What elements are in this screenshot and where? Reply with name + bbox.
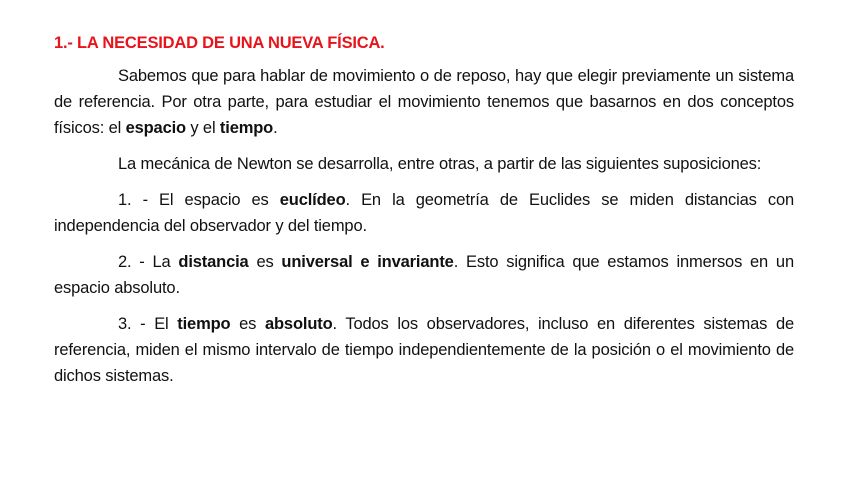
bold-term-absoluto: absoluto [264,315,333,333]
text-run: 3. - El [118,315,178,333]
bold-term-universal: universal e invariante [281,253,454,271]
bold-term-euclideo: euclídeo [279,191,346,209]
text-run: . Todos los observadores, incluso en diferentes sistemas de referencia, miden el mismo intervalo de tiempo independientemente de la posición o el movimiento de dichos sistemas. [54,315,795,385]
paragraph-assumption-2 [54,249,794,301]
text-run: . En la geometría de Euclides se miden distancias con independencia del observador y del tiempo. [54,191,795,235]
bold-term-tiempo: tiempo [177,315,231,333]
bold-term-distancia: distancia [178,253,249,271]
text-run: . Esto significa que estamos inmersos en un espacio absoluto. [54,253,794,297]
text-run: 1. - El espacio es [118,191,280,209]
text-run: es [230,315,265,333]
bold-term-espacio: espacio [125,119,186,137]
text-run: 2. - La [118,253,179,271]
paragraph-assumption-3 [54,311,794,389]
text-run: . [273,119,278,137]
bold-term-tiempo: tiempo [219,119,274,137]
paragraph-newton [54,151,794,177]
paragraph-intro [54,63,794,141]
text-run: y el [185,119,220,137]
text-run: es [248,253,282,271]
text-run: La mecánica de Newton se desarrolla, entre otras, a partir de las siguientes suposiciones: [118,155,762,173]
text-run: Sabemos que para hablar de movimiento o de reposo, hay que elegir previamente un sistema de referencia. Por otra parte, para estudiar el movimiento tenemos que basarnos en dos conceptos físicos: el [54,67,794,137]
paragraph-assumption-1 [54,187,794,239]
section-title: 1.- LA NECESIDAD DE UNA NUEVA FÍSICA. [54,34,385,52]
